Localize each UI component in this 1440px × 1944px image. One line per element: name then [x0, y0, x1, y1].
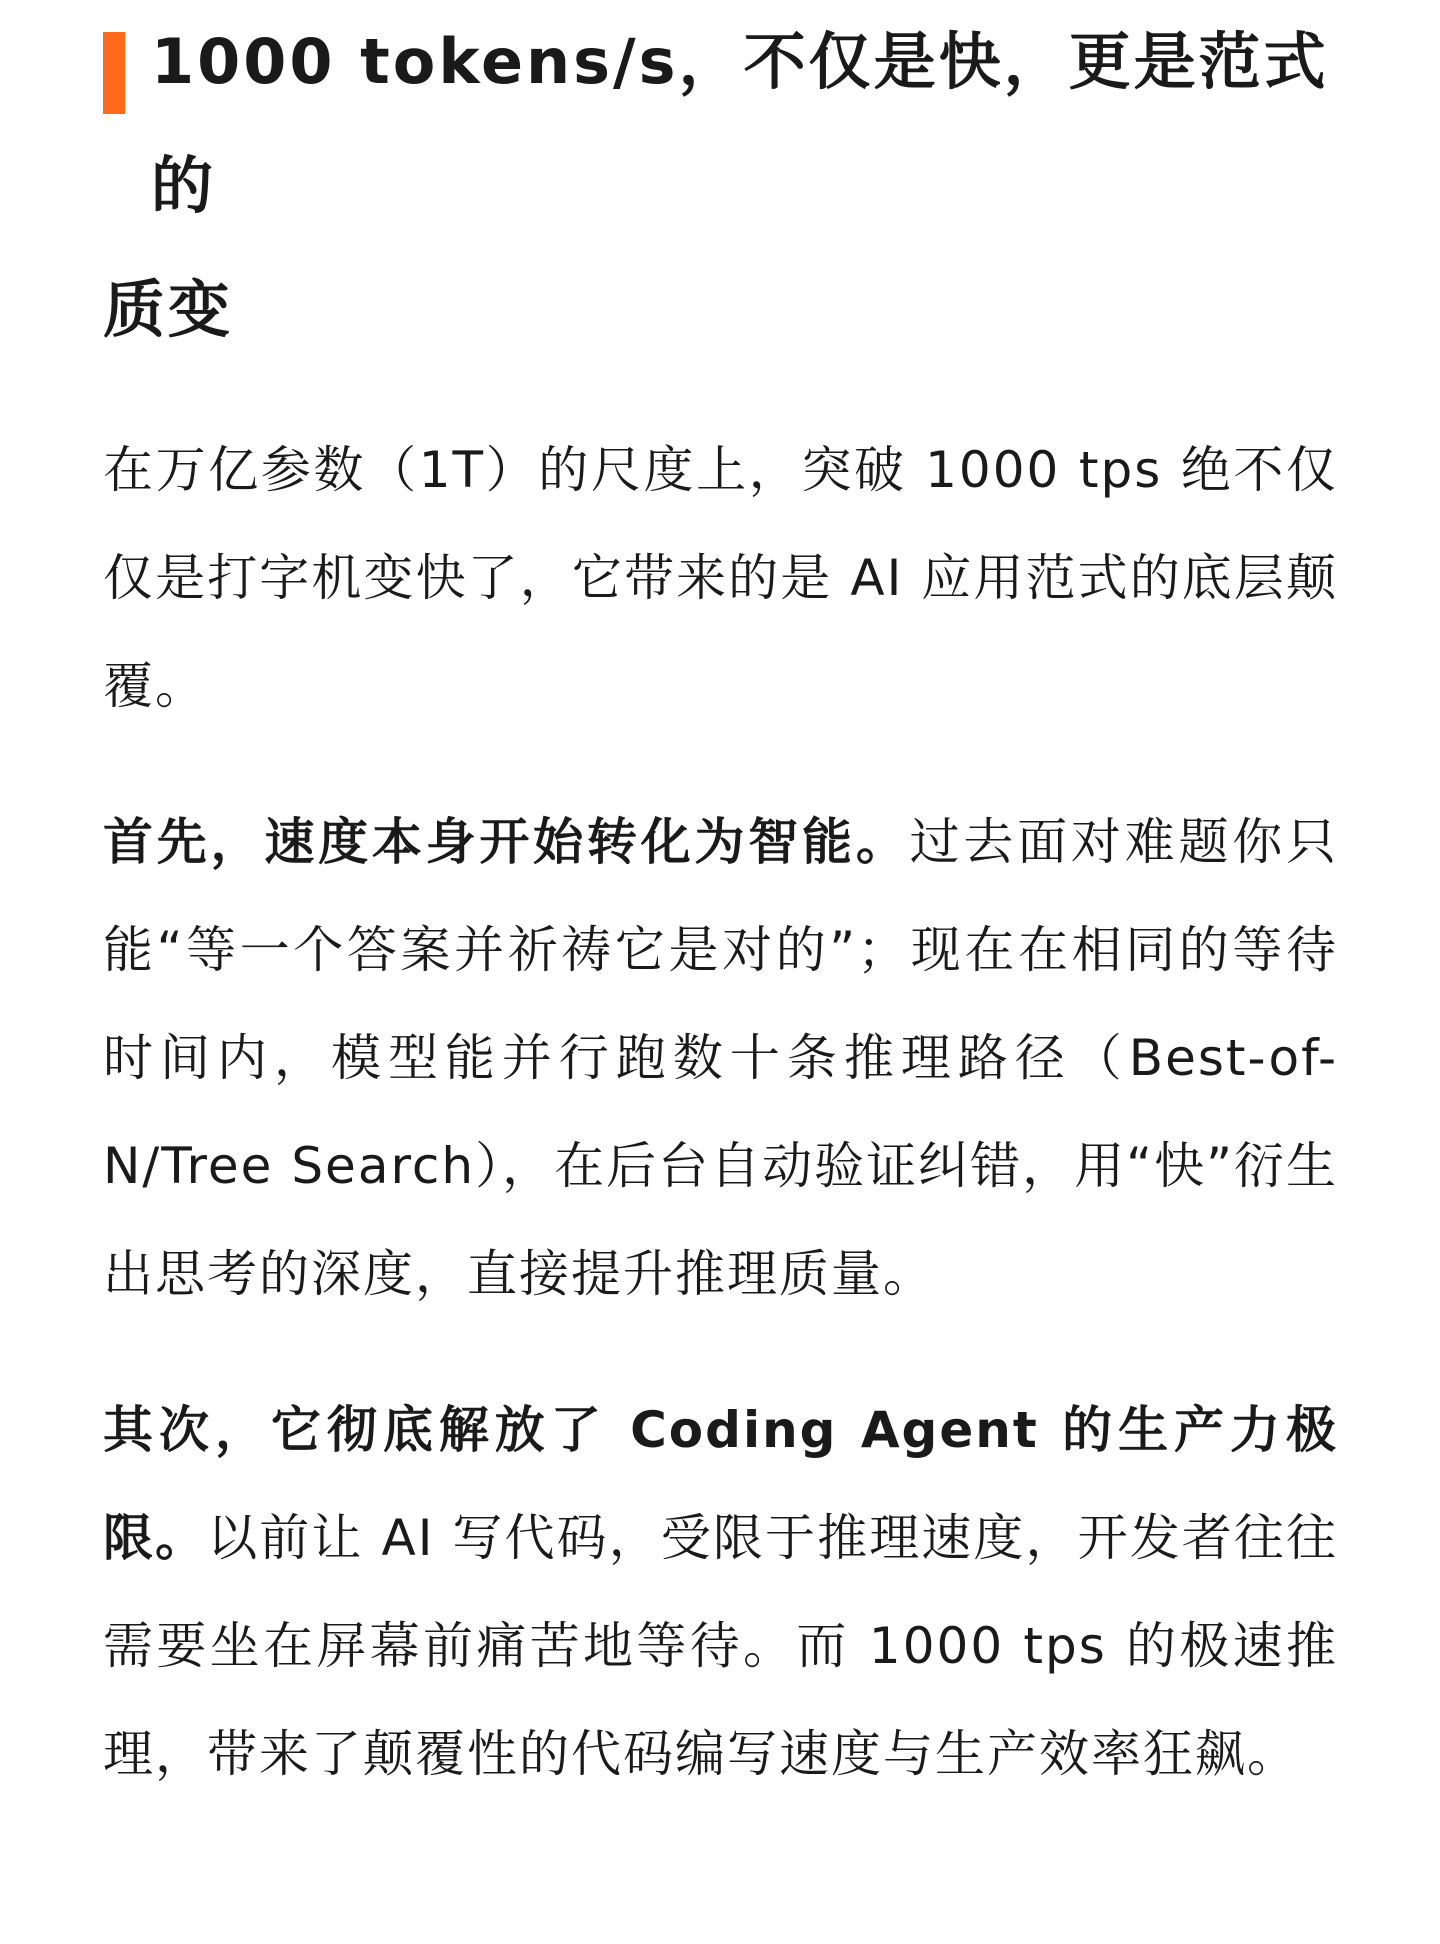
paragraph-intro-text: 在万亿参数（1T）的尺度上，突破 1000 tps 绝不仅仅是打字机变快了，它带来的是 AI 应用范式的底层颠覆。 — [103, 441, 1338, 715]
paragraph-first-point-lead: 首先，速度本身开始转化为智能。 — [103, 813, 910, 871]
article — [103, 0, 1338, 1808]
section-heading-row — [103, 0, 1338, 372]
paragraph-second-point — [103, 1376, 1338, 1808]
paragraph-second-point-text: 以前让 AI 写代码，受限于推理速度，开发者往往需要坐在屏幕前痛苦地等待。而 1000 tps 的极速推理，带来了颠覆性的代码编写速度与生产效率狂飙。 — [103, 1509, 1338, 1783]
section-heading-line2: 质变 — [103, 273, 234, 346]
paragraph-intro — [103, 416, 1338, 740]
section-heading-line1: 1000 tokens/s，不仅是快，更是范式的 — [151, 25, 1329, 222]
paragraph-second-point-lead: 其次，它彻底解放了 Coding Agent 的生产力极限。 — [103, 1401, 1338, 1567]
heading-accent-bar — [103, 32, 125, 114]
paragraph-first-point — [103, 788, 1338, 1328]
section-heading — [103, 0, 1338, 372]
paragraph-first-point-text: 过去面对难题你只能“等一个答案并祈祷它是对的”；现在在相同的等待时间内，模型能并行跑数十条推理路径（Best-of-N/Tree Search），在后台自动验证纠错，用“快”衍生出思考的深度，直接提升推理质量。 — [103, 813, 1339, 1303]
